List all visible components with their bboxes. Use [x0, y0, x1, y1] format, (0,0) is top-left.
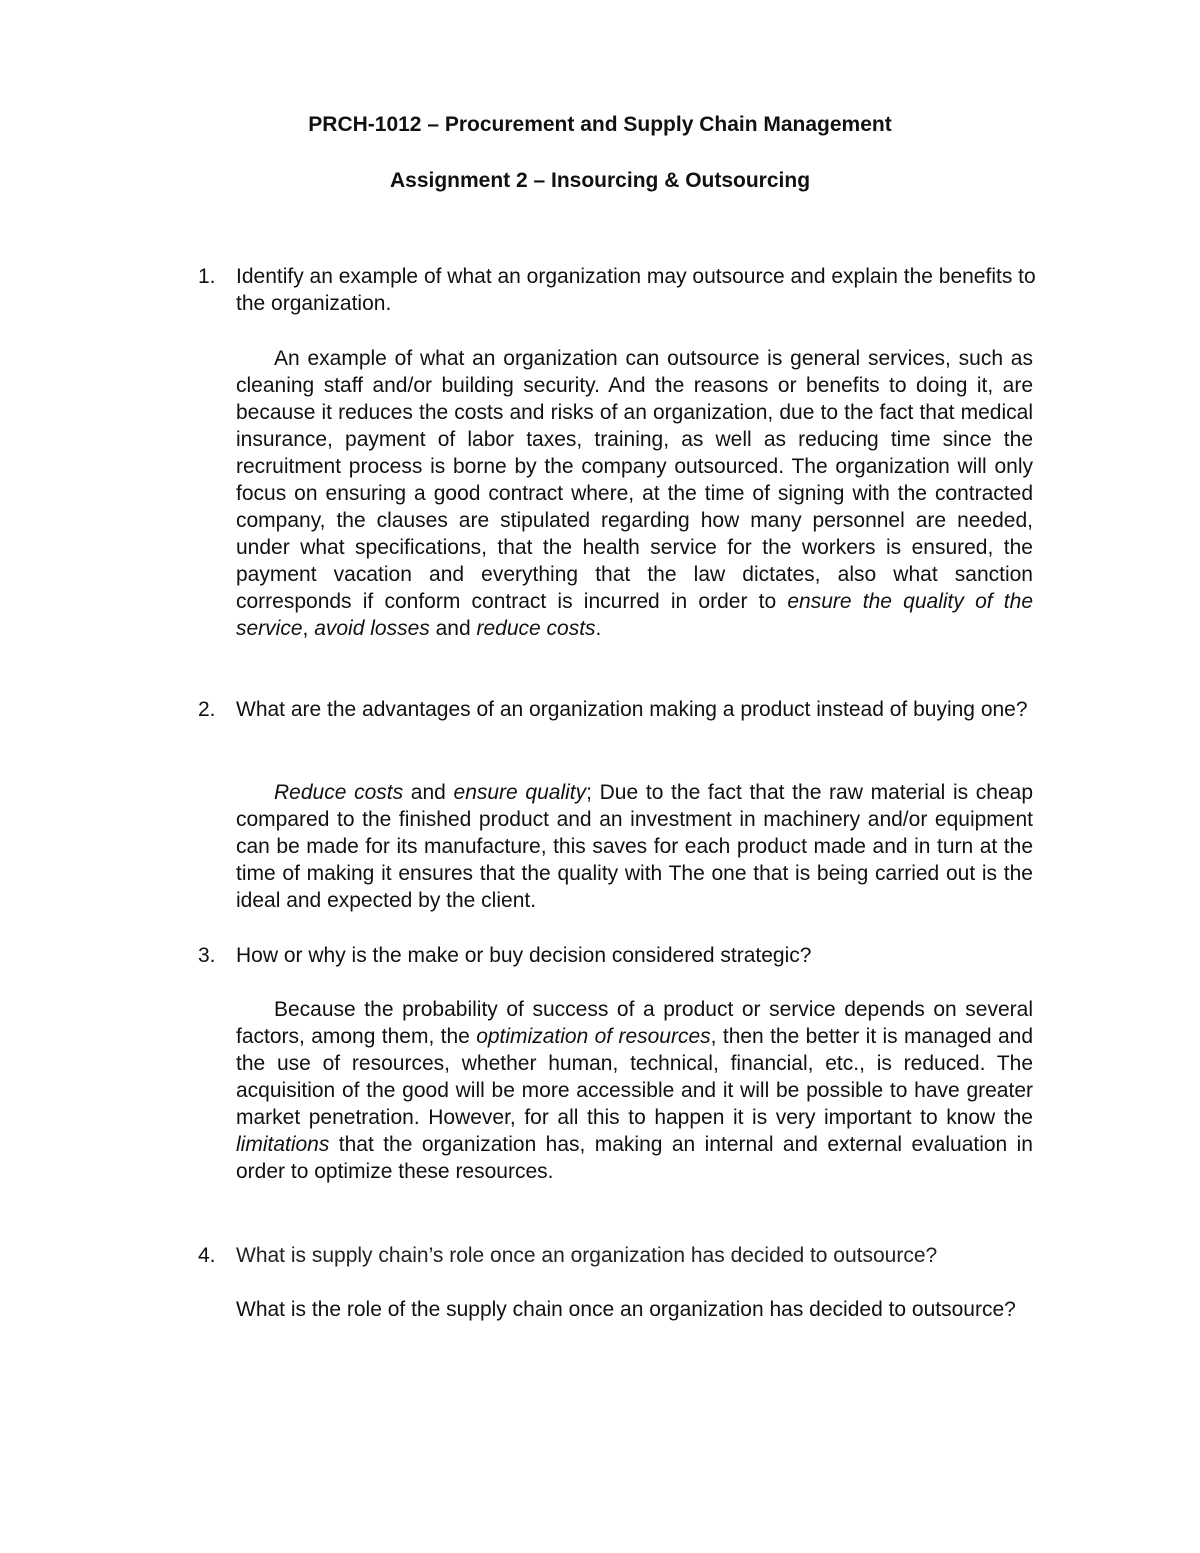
answer-text: . [595, 617, 602, 640]
assignment-title: Assignment 2 – Insourcing & Outsourcing [389, 169, 811, 192]
question-3 [198, 942, 1038, 969]
answer-1 [236, 345, 1033, 642]
question-2 [198, 696, 1038, 723]
answer-text: ; Due to the fact that the raw material is cheap compared to the finished product and an investment in machinery and/or equipment can be made for its manufacture, this saves for each product made and in turn at the time of making it ensures that the quality with The one that is being carried out is the ideal and expected by the client. [236, 781, 1034, 912]
answer-text: Because the probability of success of a product or service depends on several factors, among them, the [236, 998, 1033, 1048]
answer-2 [236, 779, 1033, 914]
answer-emphasis: Reduce costs [274, 781, 404, 804]
question-number: 1. [198, 265, 216, 288]
answer-text: that the organization has, making an internal and external evaluation in order to optimize these resources. [236, 1133, 1033, 1183]
answer-text: and [429, 617, 477, 640]
answer-3 [236, 996, 1033, 1185]
question-1 [198, 263, 1038, 317]
answer-emphasis: optimization of resources [476, 1025, 711, 1048]
question-number: 4. [198, 1244, 216, 1267]
question-text: What are the advantages of an organization making a product instead of buying one? [236, 698, 1028, 721]
answer-emphasis: avoid losses [314, 617, 430, 640]
answer-4 [236, 1296, 1033, 1323]
answer-emphasis: limitations [236, 1133, 330, 1156]
answer-emphasis: reduce costs [476, 617, 596, 640]
question-4 [198, 1242, 1038, 1269]
course-title: PRCH-1012 – Procurement and Supply Chain Management [308, 113, 892, 136]
answer-emphasis: ensure quality [453, 781, 587, 804]
question-text: How or why is the make or buy decision considered strategic? [236, 944, 812, 967]
question-text: What is supply chain’s role once an organization has decided to outsource? [236, 1244, 938, 1267]
answer-text: An example of what an organization can outsource is general services, such as cleaning staff and/or building security. And the reasons or benefits to doing it, are because it reduces the costs and risks of an organization, due to the fact that medical insurance, payment of labor taxes, training, as well as reducing time since the recruitment process is borne by the company outsourced. The organization will only focus on ensuring a good contract where, at the time of signing with the contracted company, the clauses are stipulated regarding how many personnel are needed, under what specifications, that the health service for the workers is ensured, the payment vacation and everything that the law dictates, also what sanction corresponds if conform contract is incurred in order to [236, 347, 1033, 613]
question-number: 2. [198, 698, 216, 721]
answer-text: and [403, 781, 454, 804]
question-number: 3. [198, 944, 216, 967]
answer-text: , [302, 617, 315, 640]
answer-emphasis: ensure the quality of the service [236, 590, 1034, 640]
answer-text: What is the role of the supply chain once an organization has decided to outsource? [236, 1298, 1016, 1321]
question-text: Identify an example of what an organization may outsource and explain the benefits to the organization. [236, 265, 1036, 315]
answer-text: , then the better it is managed and the use of resources, whether human, technical, financial, etc., is reduced. The acquisition of the good will be more accessible and it will be possible to have greater market penetration. However, for all this to happen it is very important to know the [236, 1025, 1033, 1129]
